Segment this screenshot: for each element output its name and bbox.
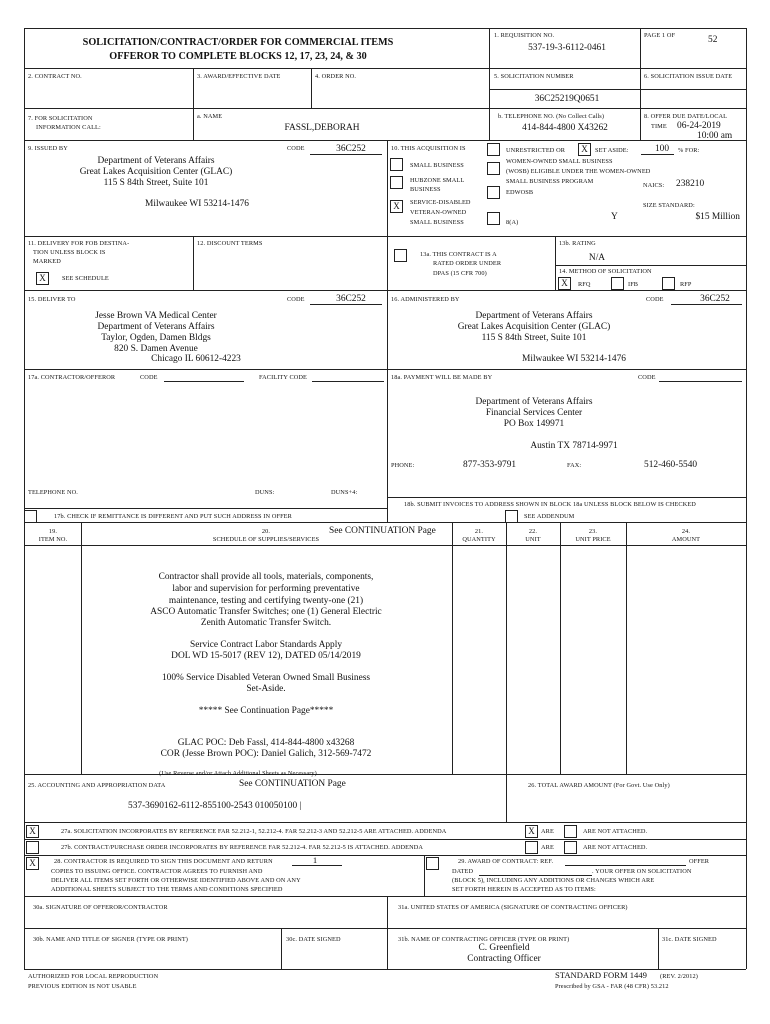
payment-phone-label: PHONE: — [391, 462, 415, 469]
accounting-continuation: See CONTINUATION Page — [239, 779, 346, 789]
delivery-label-2: TION UNLESS BLOCK IS — [33, 249, 106, 256]
wosb-label-3: SMALL BUSINESS PROGRAM — [506, 178, 594, 185]
addenda-27a-are-not-label: ARE NOT ATTACHED. — [583, 828, 648, 835]
sign-return-label: 28. CONTRACTOR IS REQUIRED TO SIGN THIS DOCUMENT AND RETURN — [54, 858, 273, 865]
payment-phone[interactable]: 877-353-9791 — [463, 460, 517, 470]
offeror-signature-label: 30a. SIGNATURE OF OFFEROR/CONTRACTOR — [33, 904, 168, 911]
award-date-label: 3. AWARD/EFFECTIVE DATE — [197, 73, 281, 80]
eight-a-label: 8(A) — [506, 219, 519, 226]
accounting-value[interactable]: 537-3690162-6112-855100-2543 010050100 | — [128, 801, 302, 811]
rfq-checkbox[interactable]: X — [558, 277, 571, 290]
form-subtitle: OFFEROR TO COMPLETE BLOCKS 12, 17, 23, 24, & 30 — [109, 51, 367, 62]
col-unit-header: 22. — [528, 528, 538, 535]
col-amount-header: 24. — [681, 528, 691, 535]
footer-reproduction: AUTHORIZED FOR LOCAL REPRODUCTION — [28, 973, 159, 980]
sdvosb-label: SERVICE-DISABLED — [410, 199, 471, 206]
order-no-label: 4. ORDER NO. — [315, 73, 357, 80]
total-award-label: 26. TOTAL AWARD AMOUNT (For Govt. Use Only) — [528, 782, 670, 789]
contractor-telephone-label: TELEPHONE NO. — [28, 489, 78, 496]
method-label: 14. METHOD OF SOLICITATION — [559, 268, 652, 275]
copies-value[interactable]: 1 — [312, 855, 318, 865]
contracting-officer-name[interactable]: C. Greenfield — [478, 943, 530, 953]
sign-return-label-2: COPIES TO ISSUING OFFICE. CONTRACTOR AGREES TO FURNISH AND — [51, 868, 263, 875]
naics-value[interactable]: 238210 — [676, 179, 705, 189]
clause-27a-checkbox[interactable]: X — [26, 825, 39, 838]
addendum-checkbox[interactable] — [505, 510, 518, 523]
see-schedule-label: SEE SCHEDULE — [62, 275, 109, 282]
accounting-label: 25. ACCOUNTING AND APPROPRIATION DATA — [28, 782, 166, 789]
unrestricted-checkbox[interactable] — [487, 143, 500, 156]
award-label: 29. AWARD OF CONTRACT: REF. — [458, 858, 554, 865]
col-amount-header-2: AMOUNT — [671, 536, 701, 543]
award-dated-label: DATED — [452, 868, 474, 875]
addenda-27a-are-checkbox[interactable]: X — [525, 825, 538, 838]
administered-by-line: Great Lakes Acquisition Center (GLAC) — [457, 322, 611, 332]
wosb-checkbox[interactable] — [487, 162, 500, 175]
signer-date-label: 30c. DATE SIGNED — [286, 936, 341, 943]
col-unit-price-header: 23. — [588, 528, 598, 535]
administered-by-label: 16. ADMINISTERED BY — [391, 296, 460, 303]
addenda-27b-are-label: ARE — [541, 844, 554, 851]
issue-date-label: 6. SOLICITATION ISSUE DATE — [644, 73, 733, 80]
offer-time-label: TIME — [651, 123, 667, 130]
deliver-to-line: Department of Veterans Affairs — [97, 322, 215, 332]
payment-fax[interactable]: 512-460-5540 — [644, 460, 698, 470]
deliver-to-line: 820 S. Damen Avenue — [114, 344, 198, 354]
payment-fax-label: FAX: — [567, 462, 582, 469]
deliver-to-label: 15. DELIVER TO — [28, 296, 76, 303]
contracting-officer-label: 31b. NAME OF CONTRACTING OFFICER (TYPE OR PRINT) — [398, 936, 570, 943]
col-item-header-2: ITEM NO. — [38, 536, 68, 543]
officer-date-label: 31c. DATE SIGNED — [662, 936, 717, 943]
sdvosb-checkbox[interactable]: X — [390, 200, 403, 213]
wosb-label: WOMEN-OWNED SMALL BUSINESS — [506, 158, 613, 165]
schedule-line: 100% Service Disabled Veteran Owned Small Business — [161, 673, 371, 683]
schedule-line: maintenance, testing and certifying twenty-one (21) — [168, 596, 364, 606]
administered-by-line: Department of Veterans Affairs — [475, 311, 593, 321]
hubzone-label: HUBZONE SMALL — [410, 177, 465, 184]
info-call-label: 7. FOR SOLICITATION — [28, 115, 93, 122]
contact-name[interactable]: FASSL,DEBORAH — [284, 123, 360, 133]
hubzone-checkbox[interactable] — [390, 176, 403, 189]
col-quantity-header: 21. — [474, 528, 484, 535]
issued-by-line: Great Lakes Acquisition Center (GLAC) — [79, 167, 233, 177]
name-label: a. NAME — [197, 113, 223, 120]
telephone-value[interactable]: 414-844-4800 X43262 — [522, 123, 608, 133]
continuation-page-label: See CONTINUATION Page — [329, 526, 436, 536]
schedule-line: ASCO Automatic Transfer Switches; one (1) General Electric — [150, 607, 382, 617]
rating-label: 13b. RATING — [559, 240, 596, 247]
offer-due-date[interactable]: 06-24-2019 — [677, 121, 721, 131]
size-standard-value[interactable]: $15 Million — [695, 212, 740, 222]
remittance-checkbox[interactable] — [24, 510, 37, 523]
duns4-label: DUNS+4: — [331, 489, 358, 496]
schedule-line: COR (Jesse Brown POC): Daniel Galich, 312-569-7472 — [160, 749, 372, 759]
footer-standard-form: STANDARD FORM 1449 — [555, 970, 647, 980]
schedule-line: Zenith Automatic Transfer Switch. — [200, 618, 332, 628]
size-standard-label: SIZE STANDARD: — [643, 202, 695, 209]
contractor-code-label: CODE — [140, 374, 158, 381]
issued-by-label: 9. ISSUED BY — [28, 145, 68, 152]
solicitation-no-value[interactable]: 36C25219Q0651 — [534, 94, 600, 104]
page-count: 52 — [708, 35, 718, 45]
small-business-label: SMALL BUSINESS — [410, 162, 464, 169]
award-label-3: (BLOCK 5), INCLUDING ANY ADDITIONS OR CHANGES WHICH ARE — [452, 877, 655, 884]
offer-due-label: 8. OFFER DUE DATE/LOCAL — [644, 113, 728, 120]
deliver-to-line: Jesse Brown VA Medical Center — [95, 311, 217, 321]
award-your-offer-label: . YOUR OFFER ON SOLICITATION — [592, 868, 692, 875]
schedule-line: GLAC POC: Deb Fassl, 414-844-4800 x43268 — [177, 738, 355, 748]
contracting-officer-title[interactable]: Contracting Officer — [467, 954, 541, 964]
discount-terms-label: 12. DISCOUNT TERMS — [197, 240, 263, 247]
y-value: Y — [611, 212, 618, 222]
issued-by-line: Milwaukee WI 53214-1476 — [145, 199, 249, 209]
addendum-label: SEE ADDENDUM — [524, 513, 575, 520]
payment-line: Austin TX 78714-9971 — [530, 441, 618, 451]
sign-return-checkbox[interactable]: X — [26, 857, 39, 870]
form-title: SOLICITATION/CONTRACT/ORDER FOR COMMERCIAL ITEMS — [82, 37, 394, 48]
contract-no-label: 2. CONTRACT NO. — [28, 73, 82, 80]
rated-order-label: 13a. THIS CONTRACT IS A — [420, 251, 497, 258]
schedule-line: Contractor shall provide all tools, materials, components, — [158, 572, 374, 582]
schedule-line: labor and supervision for performing preventative — [172, 584, 360, 594]
administered-by-code-label: CODE — [646, 296, 664, 303]
payment-line: Financial Services Center — [485, 408, 583, 418]
small-business-checkbox[interactable] — [390, 158, 403, 171]
requisition-label: 1. REQUISITION NO. — [494, 32, 555, 39]
ifb-checkbox[interactable] — [611, 277, 624, 290]
col-schedule-header: 20. — [261, 528, 271, 535]
clause-27b-label: 27b. CONTRACT/PURCHASE ORDER INCORPORATES BY REFERENCE FAR 52.212-4. FAR 52.212-5 IS ATTACHED. ADDENDA — [61, 844, 424, 851]
wosb-label-2: (WOSB) ELIGIBLE UNDER THE WOMEN-OWNED — [506, 168, 651, 175]
solicitation-no-label: 5. SOLICITATION NUMBER — [494, 73, 574, 80]
deliver-to-code-label: CODE — [287, 296, 305, 303]
schedule-line: Set-Aside. — [246, 684, 286, 694]
payment-label: 18a. PAYMENT WILL BE MADE BY — [391, 374, 493, 381]
schedule-line: ***** See Continuation Page***** — [198, 706, 334, 716]
remittance-label: 17b. CHECK IF REMITTANCE IS DIFFERENT AND PUT SUCH ADDRESS IN OFFER — [54, 513, 292, 520]
percent-for-label: % FOR: — [678, 147, 700, 154]
clause-27b-checkbox[interactable] — [26, 841, 39, 854]
col-quantity-header-2: QUANTITY — [462, 536, 496, 543]
clause-27a-label: 27a. SOLICITATION INCORPORATES BY REFERENCE FAR 52.212-1, 52.212-4. FAR 52.212-3 AND 52.212-5 ARE ATTACHED. ADDENDA — [61, 828, 447, 835]
sdvosb-label-2: VETERAN-OWNED — [410, 209, 467, 216]
issued-by-line: 115 S 84th Street, Suite 101 — [103, 178, 209, 188]
duns-label: DUNS: — [255, 489, 275, 496]
naics-label: NAICS: — [643, 182, 665, 189]
reverse-note: (Use Reverse and/or Attach Additional Sheets as Necessary) — [159, 770, 317, 777]
sign-return-label-3: DELIVER ALL ITEMS SET FORTH OR OTHERWISE IDENTIFIED ABOVE AND ON ANY — [51, 877, 301, 884]
rating-value[interactable]: N/A — [588, 253, 606, 263]
schedule-line: Service Contract Labor Standards Apply — [189, 640, 343, 650]
ifb-label: IFB — [628, 281, 639, 288]
administered-by-line: Milwaukee WI 53214-1476 — [522, 354, 626, 364]
footer-prescribed: Prescribed by GSA - FAR (48 CFR) 53.212 — [555, 983, 669, 990]
rfp-checkbox[interactable] — [662, 277, 675, 290]
telephone-label: b. TELEPHONE NO. (No Collect Calls) — [498, 113, 605, 120]
payment-code-label: CODE — [638, 374, 656, 381]
invoice-label: 18b. SUBMIT INVOICES TO ADDRESS SHOWN IN BLOCK 18a UNLESS BLOCK BELOW IS CHECKED — [404, 501, 696, 508]
usa-signature-label: 31a. UNITED STATES OF AMERICA (SIGNATURE OF CONTRACTING OFFICER) — [398, 904, 628, 911]
acquisition-label: 10. THIS ACQUISITION IS — [391, 145, 466, 152]
rated-order-checkbox[interactable] — [394, 249, 407, 262]
issued-by-code-label: CODE — [287, 145, 305, 152]
addenda-27b-are-not-label: ARE NOT ATTACHED. — [583, 844, 648, 851]
signer-name-label: 30b. NAME AND TITLE OF SIGNER (TYPE OR PRINT) — [33, 936, 188, 943]
set-aside-label: SET ASIDE: — [595, 147, 629, 154]
issued-by-line: Department of Veterans Affairs — [97, 156, 215, 166]
addenda-27b-are-checkbox[interactable] — [525, 841, 538, 854]
edwosb-label: EDWOSB — [506, 189, 534, 196]
delivery-label-3: MARKED — [33, 258, 61, 265]
rfq-label: RFQ — [578, 281, 591, 288]
issued-by-code[interactable]: 36C252 — [336, 144, 366, 154]
deliver-to-line: Taylor, Ogden, Damen Bldgs — [101, 333, 211, 343]
facility-code-label: FACILITY CODE — [259, 374, 307, 381]
addenda-27a-are-not-checkbox[interactable] — [564, 825, 577, 838]
sdvosb-label-3: SMALL BUSINESS — [410, 219, 464, 226]
schedule-line: DOL WD 15-5017 (REV 12), DATED 05/14/2019 — [171, 651, 361, 661]
rfp-label: RFP — [680, 281, 692, 288]
award-label-4: SET FORTH HEREIN IS ACCEPTED AS TO ITEMS: — [452, 886, 596, 893]
award-checkbox[interactable] — [426, 857, 439, 870]
col-item-header: 19. — [48, 528, 58, 535]
requisition-value[interactable]: 537-19-3-6112-0461 — [528, 43, 606, 53]
info-call-label-2: INFORMATION CALL: — [36, 124, 101, 131]
deliver-to-line: Chicago IL 60612-4223 — [151, 354, 241, 364]
award-offer-label: OFFER — [689, 858, 710, 865]
see-schedule-checkbox[interactable]: X — [36, 272, 49, 285]
col-schedule-header-2: SCHEDULE OF SUPPLIES/SERVICES — [212, 536, 320, 543]
deliver-to-code[interactable]: 36C252 — [336, 294, 366, 304]
col-unit-header-2: UNIT — [525, 536, 541, 543]
edwosb-checkbox[interactable] — [487, 186, 500, 199]
rated-order-label-3: DPAS (15 CFR 700) — [433, 270, 487, 277]
set-aside-checkbox[interactable]: X — [578, 143, 591, 156]
delivery-label: 11. DELIVERY FOR FOB DESTINA- — [28, 240, 130, 247]
unrestricted-label: UNRESTRICTED OR — [506, 147, 566, 154]
hubzone-label-2: BUSINESS — [410, 186, 441, 193]
eight-a-checkbox[interactable] — [487, 212, 500, 225]
offer-due-time[interactable]: 10:00 am — [697, 131, 733, 141]
footer-previous-edition: PREVIOUS EDITION IS NOT USABLE — [28, 983, 137, 990]
contractor-label: 17a. CONTRACTOR/OFFEROR — [28, 374, 116, 381]
addenda-27a-are-label: ARE — [541, 828, 554, 835]
col-unit-price-header-2: UNIT PRICE — [575, 536, 611, 543]
payment-line: Department of Veterans Affairs — [475, 397, 593, 407]
page-label: PAGE 1 OF — [644, 32, 676, 39]
addenda-27b-are-not-checkbox[interactable] — [564, 841, 577, 854]
rated-order-label-2: RATED ORDER UNDER — [433, 260, 502, 267]
sign-return-label-4: ADDITIONAL SHEETS SUBJECT TO THE TERMS AND CONDITIONS SPECIFIED — [51, 886, 283, 893]
administered-by-line: 115 S 84th Street, Suite 101 — [481, 333, 587, 343]
administered-by-code[interactable]: 36C252 — [700, 294, 730, 304]
footer-revision: (REV. 2/2012) — [660, 973, 698, 980]
payment-line: PO Box 149971 — [503, 419, 565, 429]
set-aside-percent[interactable]: 100 — [654, 144, 670, 154]
